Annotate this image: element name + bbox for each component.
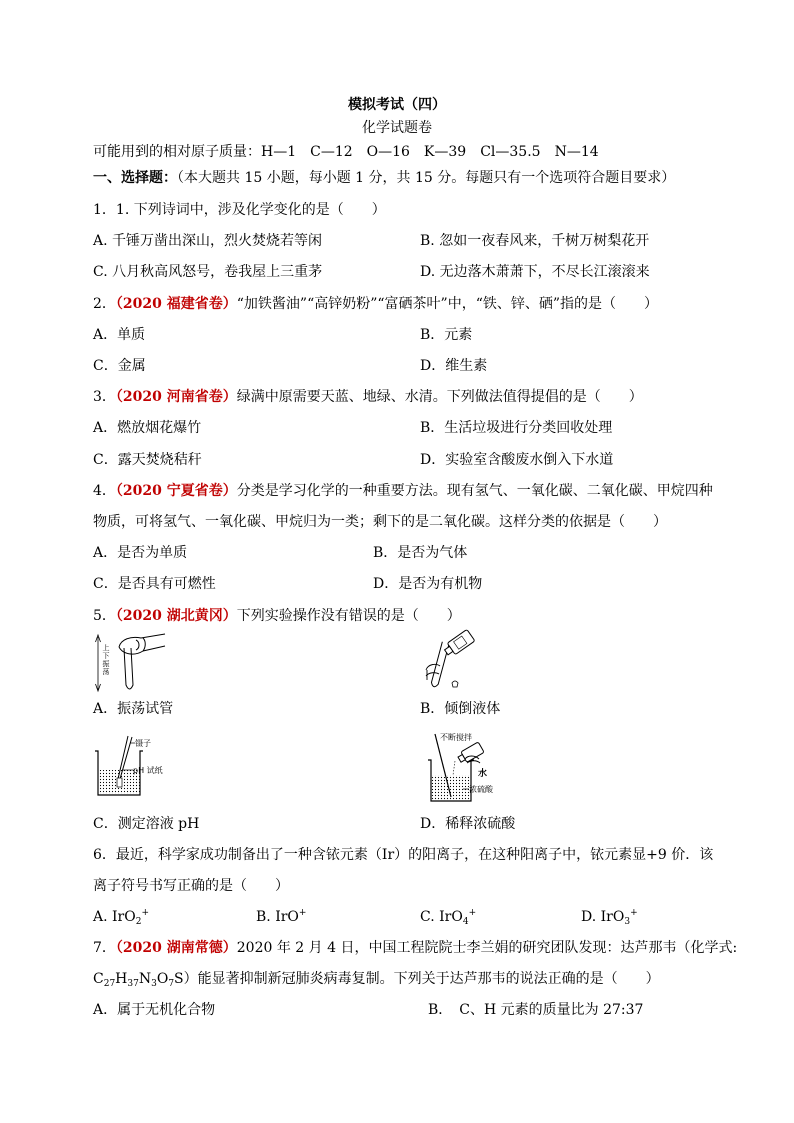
question-1-stem	[93, 200, 386, 220]
q5-option-c: C．测定溶液 pH	[93, 816, 200, 832]
question-text: 下列实验操作没有错误的是（ ）	[236, 608, 461, 624]
question-text: ）能显著抑制新冠肺炎病毒复制。下列关于达芦那韦的说法正确的是（ ）	[183, 971, 660, 987]
q3-option-d: D．实验室含酸废水倒入下水道	[420, 452, 614, 468]
section-description: （本大题共 15 小题，每小题 1 分，共 15 分。每题只有一个选项符合题目要求）	[177, 170, 676, 186]
formula-base: IrO	[439, 909, 463, 925]
q6-option-c	[420, 907, 476, 927]
ph-paper-label: pH 试纸	[133, 766, 163, 775]
question-text: “加铁酱油”“高锌奶粉”“富硒茶叶”中，“铁、锌、硒”指的是（ ）	[236, 296, 659, 312]
q4-option-d: D．是否为有机物	[373, 576, 483, 592]
pour-liquid-drawing	[420, 630, 480, 694]
question-source: （2020 湖北黄冈）	[115, 608, 237, 624]
q6-option-d	[581, 907, 638, 927]
formula-element: H	[115, 971, 128, 987]
formula-base: IrO	[600, 909, 625, 925]
q7-option-a: A．属于无机化合物	[93, 1002, 216, 1018]
question-number: 7．	[93, 940, 116, 956]
question-text: 2020 年 2 月 4 日，中国工程院院士李兰娟的研究团队发现：达芦那韦（化学式:	[236, 940, 738, 956]
q1-option-b: B. 忽如一夜春风来，千树万树梨花开	[420, 233, 650, 249]
q3-option-c: C．露天焚烧秸秆	[93, 452, 202, 468]
q3-option-a: A．燃放烟花爆竹	[93, 420, 202, 436]
q6-option-a	[93, 907, 149, 927]
question-number: 4．	[93, 483, 116, 499]
q6-option-b	[256, 907, 306, 927]
formula-charge: +	[298, 908, 307, 918]
question-source: （2020 河南省卷）	[115, 389, 237, 405]
q5-option-a: A．振荡试管	[93, 701, 174, 717]
q1-option-a: A. 千锤万凿出深山，烈火焚烧若等闲	[93, 233, 323, 249]
formula-base: IrO	[275, 909, 299, 925]
q4-option-c: C．是否具有可燃性	[93, 576, 216, 592]
formula-subscript: 3	[151, 979, 157, 989]
formula-charge: +	[630, 908, 638, 918]
q2-option-d: D．维生素	[420, 358, 488, 374]
atomic-mass-note: 可能用到的相对原子质量：H—1 C—12 O—16 K—39 Cl—35.5 N—14	[93, 144, 599, 160]
q1-option-c: C. 八月秋高风怒号，卷我屋上三重茅	[93, 264, 323, 280]
section-heading	[93, 168, 675, 188]
option-label: C.	[420, 909, 435, 925]
bottle-stopper	[452, 681, 458, 687]
question-source: （2020 宁夏省卷）	[115, 483, 237, 499]
acid-label: 浓硫酸	[469, 785, 493, 794]
formula-subscript: 2	[135, 917, 142, 927]
question-source: （2020 湖南常德）	[115, 940, 237, 956]
question-7-stem	[93, 938, 737, 958]
section-label: 一、选择题：	[93, 170, 177, 186]
question-source: （2020 福建省卷）	[115, 296, 237, 312]
stir-label: 不断搅拌	[440, 733, 472, 742]
hand	[119, 634, 165, 654]
reagent-bottle	[442, 629, 475, 658]
formula-base: IrO	[112, 909, 136, 925]
formula-subscript: 7	[168, 979, 175, 989]
question-number: 5．	[93, 608, 116, 624]
option-label: B.	[256, 909, 271, 925]
question-number: 6．	[93, 847, 116, 863]
formula-element: C	[93, 971, 104, 987]
question-text: 绿满中原需要天蓝、地绿、水清。下列做法值得提倡的是（ ）	[236, 389, 643, 405]
formula-element: N	[138, 971, 152, 987]
q7-option-b: B． C、H 元素的质量比为 27:37	[428, 1002, 644, 1018]
formula-subscript: 37	[127, 979, 139, 989]
dilute-acid-drawing	[425, 731, 507, 803]
q3-option-b: B．生活垃圾进行分类回收处理	[420, 420, 613, 436]
question-6-stem-line2: 离子符号书写正确的是（ ）	[93, 878, 289, 894]
question-text: 最近，科学家成功制备出了一种含铱元素（Ir）的阳离子，在这种阳离子中，铱元素显+9 价．该	[115, 847, 714, 863]
question-number: 2．	[93, 296, 116, 312]
question-4-stem-line2: 物质，可将氢气、一氧化碳、甲烷归为一类；剩下的是二氧化碳。这样分类的依据是（ ）	[93, 514, 667, 530]
formula-charge: +	[468, 908, 477, 918]
q5-option-d: D．稀释浓硫酸	[420, 816, 516, 832]
acid-stream	[453, 761, 455, 775]
question-number: 3．	[93, 389, 116, 405]
question-7-stem-line2	[93, 969, 660, 989]
page-title: 模拟考试（四）	[348, 97, 446, 113]
question-text: 1. 下列诗词中，涉及化学变化的是（ ）	[115, 202, 386, 218]
figure-measure-ph	[93, 733, 171, 799]
question-6-stem	[93, 845, 713, 865]
q2-option-b: B．元素	[420, 327, 473, 343]
formula-charge: +	[141, 908, 149, 918]
question-3-stem	[93, 387, 643, 407]
q4-option-a: A．是否为单质	[93, 545, 188, 561]
question-4-stem	[93, 481, 713, 501]
formula-element: O	[156, 971, 169, 987]
measure-ph-drawing	[93, 733, 171, 799]
figure-shake-test-tube	[93, 632, 168, 694]
tweezers-label: 镊子	[135, 739, 151, 748]
q5-option-b: B．倾倒液体	[420, 701, 501, 717]
option-label: D.	[581, 909, 597, 925]
formula-element: S	[174, 971, 184, 987]
formula-subscript: 27	[103, 979, 116, 989]
formula-subscript: 3	[624, 917, 631, 927]
q1-option-d: D. 无边落木萧萧下，不尽长江滚滚来	[420, 264, 650, 280]
option-label: A.	[93, 909, 108, 925]
q2-option-c: C．金属	[93, 358, 146, 374]
formula-subscript: 4	[462, 917, 469, 927]
question-number: 1．	[93, 202, 116, 218]
question-2-stem	[93, 294, 658, 314]
shake-direction-label: 上下振荡	[102, 644, 110, 676]
figure-dilute-acid	[425, 731, 507, 803]
darunavir-formula	[93, 971, 184, 987]
figure-pour-liquid	[420, 630, 480, 694]
page-subtitle: 化学试题卷	[362, 120, 432, 136]
question-text: 分类是学习化学的一种重要方法。现有氢气、一氧化碳、二氧化碳、甲烷四种	[236, 483, 713, 499]
q4-option-b: B．是否为气体	[373, 545, 468, 561]
q2-option-a: A．单质	[93, 327, 146, 343]
ph-paper	[117, 778, 122, 787]
question-5-stem	[93, 606, 461, 626]
water-label: 水	[478, 769, 488, 779]
